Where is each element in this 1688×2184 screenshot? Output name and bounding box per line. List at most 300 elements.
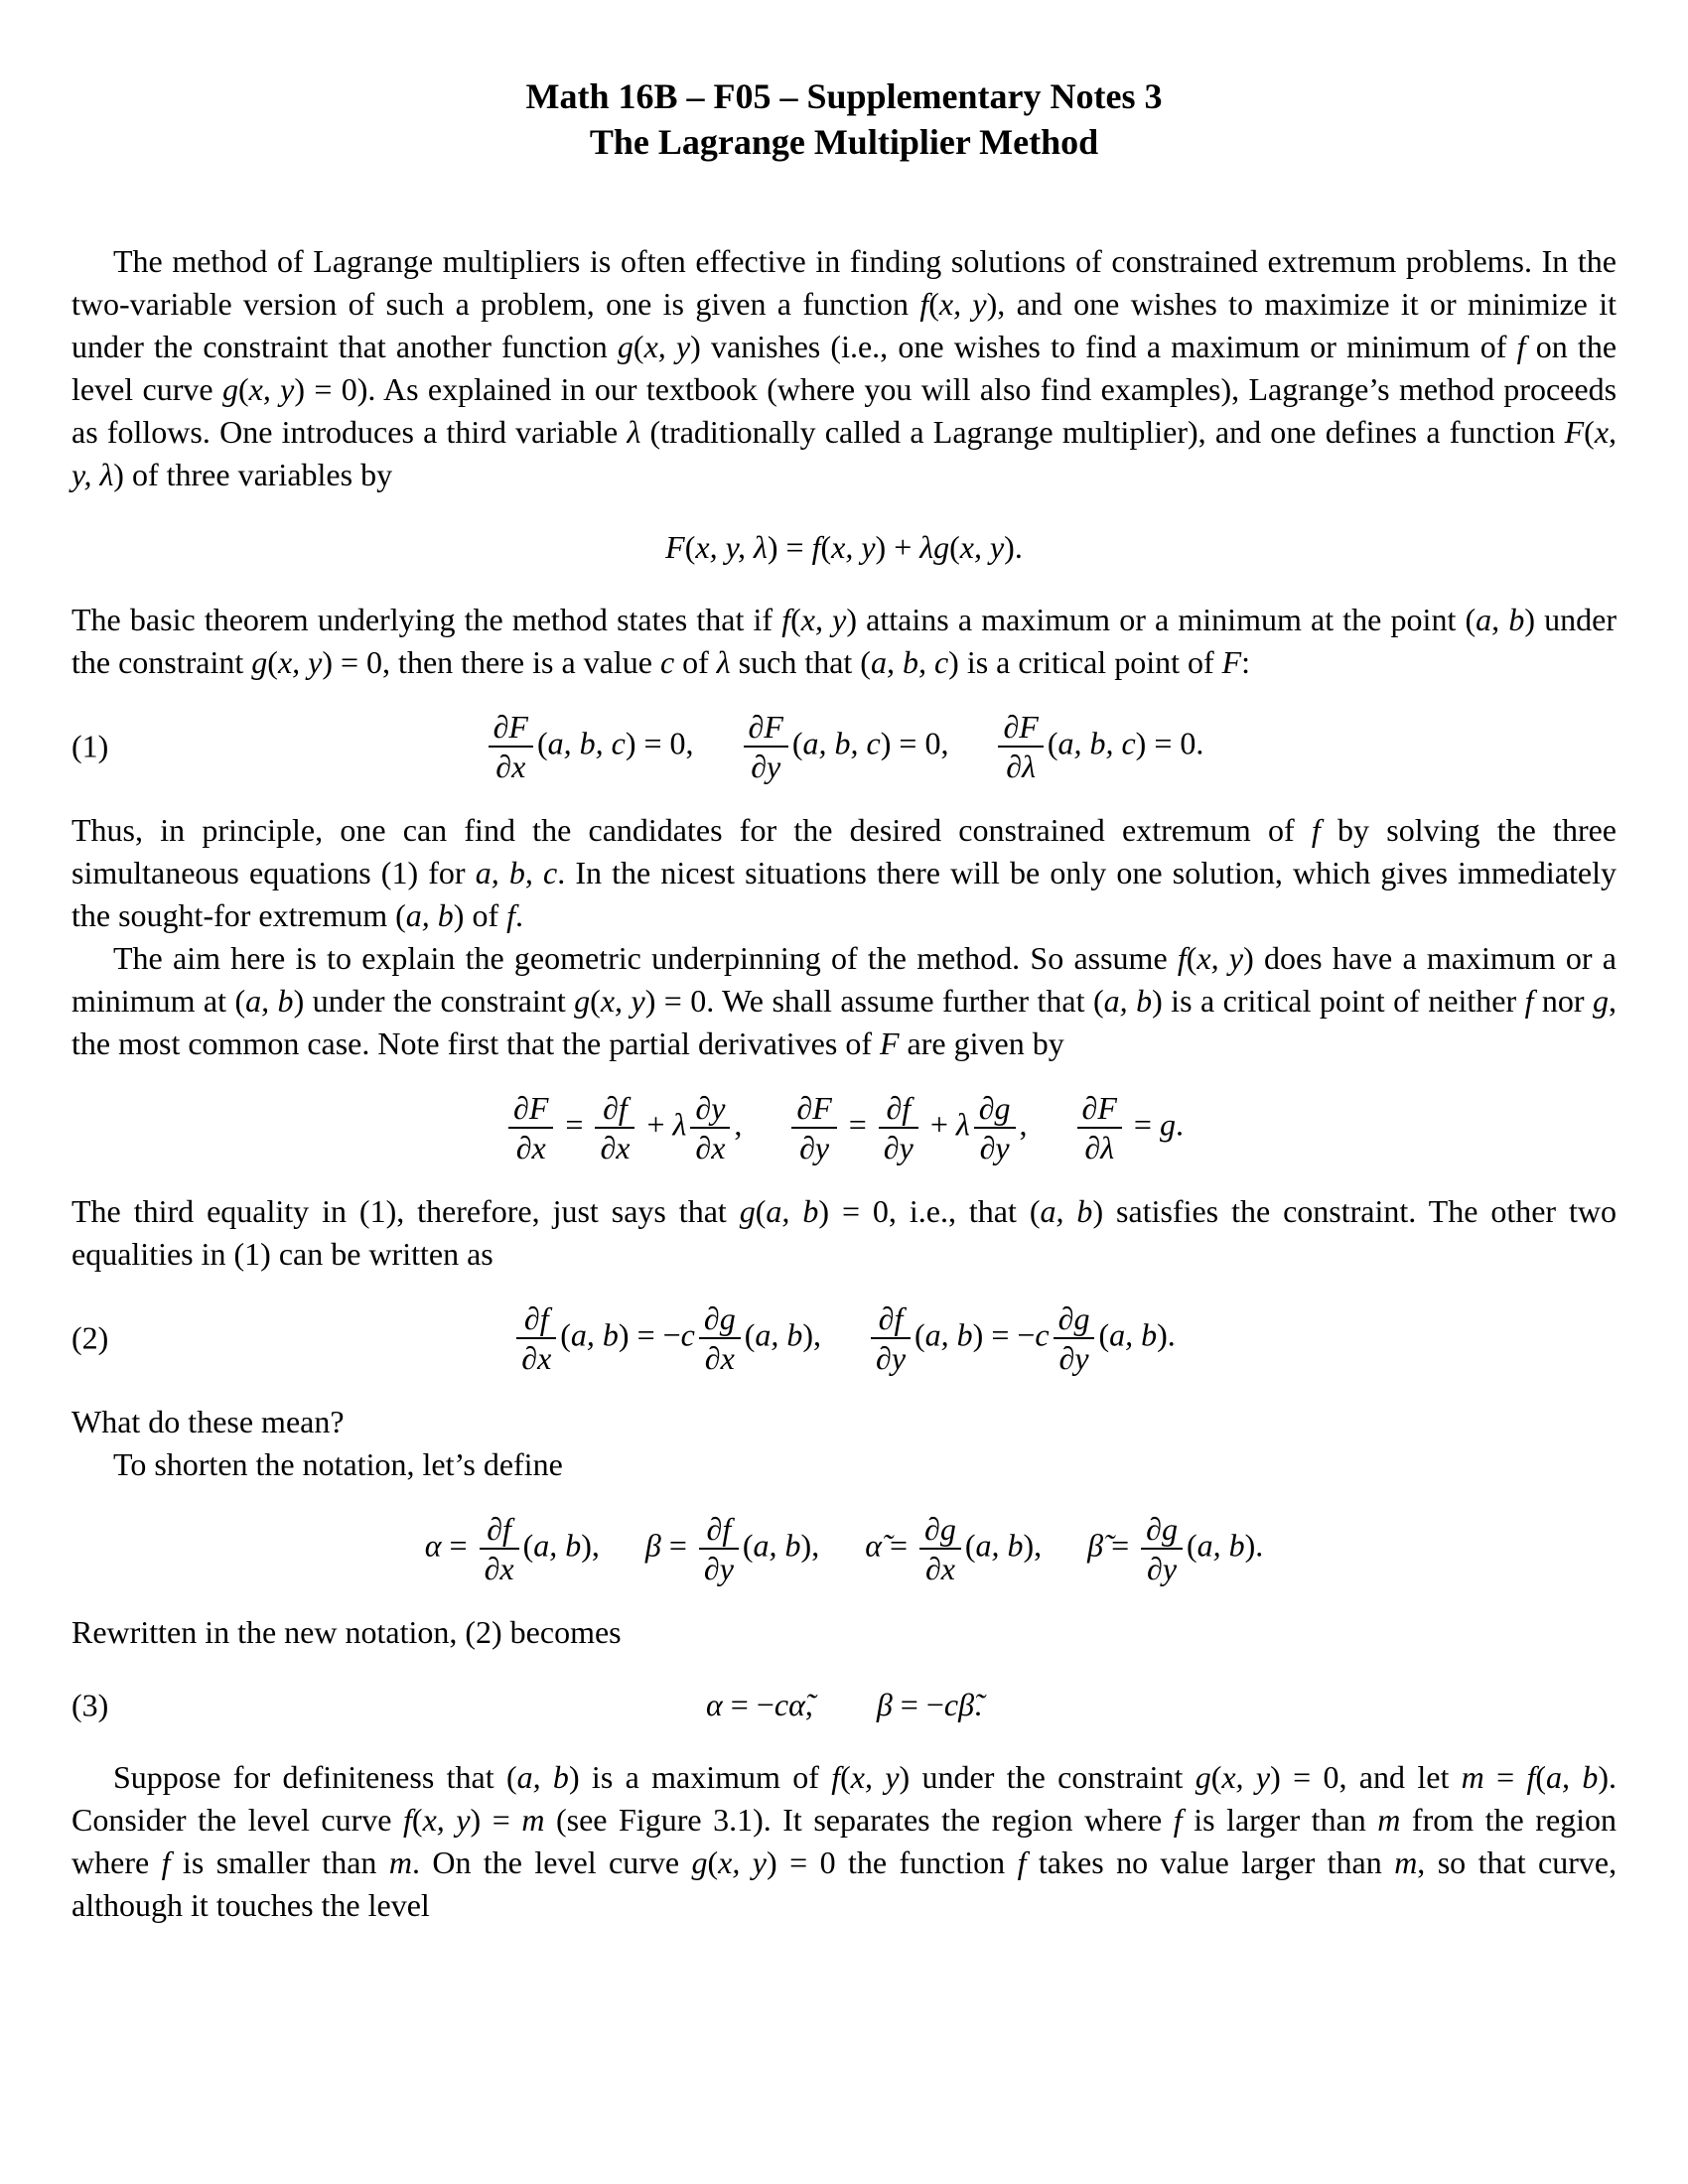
equation-text: [638, 1106, 686, 1142]
fraction-denominator: ∂y: [1054, 1337, 1095, 1377]
title-line-2: The Lagrange Multiplier Method: [589, 122, 1099, 162]
text-run: +: [638, 1106, 673, 1143]
equation-term: [865, 1510, 1042, 1587]
text-run: x, y: [277, 644, 323, 680]
text-run: x, y: [600, 983, 645, 1019]
text-run: g: [251, 644, 268, 680]
text-run: g: [221, 371, 238, 407]
fraction-numerator: ∂g: [978, 1090, 1011, 1126]
text-run: ) attains a maximum or a minimum at the point (: [846, 602, 1477, 637]
text-run: g: [739, 1193, 756, 1229]
text-run: ),: [581, 1527, 600, 1564]
text-run: (see Figure 3.1). It separates the region where: [544, 1802, 1174, 1838]
fraction-denominator: ∂x: [699, 1337, 741, 1377]
paragraph-suppose: [71, 1756, 1617, 1927]
text-run: [813, 1687, 877, 1722]
fraction-denominator: ∂y: [871, 1337, 911, 1377]
text-run: ).: [1004, 529, 1023, 565]
text-run: F: [1564, 414, 1585, 450]
equation-text: [965, 1527, 1042, 1563]
text-run: ) under the constraint: [71, 602, 1618, 680]
text-run: a, b: [533, 1527, 582, 1564]
text-run: a, b: [975, 1527, 1024, 1564]
fraction-numerator: ∂f: [878, 1300, 904, 1336]
text-run: (: [536, 725, 548, 761]
fraction-numerator: ∂f: [706, 1511, 732, 1547]
fraction-denominator: ∂x: [508, 1127, 553, 1166]
text-run: (: [590, 983, 601, 1019]
text-run: f: [781, 602, 791, 637]
text-run: (: [790, 602, 801, 637]
text-run: ,: [734, 1106, 743, 1143]
text-run: x, y, λ: [71, 414, 1618, 492]
text-run: a, b, c: [870, 644, 949, 680]
text-run: (: [840, 1759, 851, 1795]
text-run: . In the nicest situations there will be only one solution, which gives immediately the sought-for extremum (: [71, 855, 1618, 933]
equation-text: [1187, 1527, 1263, 1563]
text-run: ) is a critical point of: [948, 644, 1222, 680]
text-run: Suppose for definiteness that (: [113, 1759, 517, 1795]
text-run: (traditionally called a Lagrange multiplier), and one defines a function: [640, 414, 1565, 450]
text-run: λ: [955, 1106, 970, 1143]
equation-term: [645, 1510, 819, 1587]
text-run: ) of: [453, 897, 507, 933]
equation-2: [71, 1299, 1617, 1377]
text-run: f: [1017, 1844, 1027, 1880]
fraction-numerator: ∂F: [1003, 709, 1039, 745]
text-run: x, y: [850, 1759, 900, 1795]
text-run: f: [403, 1802, 412, 1838]
fraction-denominator: ∂x: [516, 1337, 556, 1377]
equation-text: [425, 1527, 476, 1563]
equation-term: [740, 708, 949, 785]
text-run: m: [1377, 1802, 1401, 1838]
text-run: g: [617, 329, 633, 364]
paragraph-third-equality: [71, 1190, 1617, 1276]
text-run: . On the level curve: [411, 1844, 692, 1880]
text-run: a, b: [245, 983, 294, 1019]
text-run: f: [506, 897, 515, 933]
equation-term: [512, 1299, 821, 1377]
fraction: [480, 1510, 519, 1587]
text-run: , so that curve, although it touches the level: [71, 1844, 1618, 1923]
text-run: =: [441, 1527, 476, 1564]
text-run: =: [557, 1106, 592, 1143]
fraction: [690, 1089, 730, 1166]
text-run: g: [574, 983, 591, 1019]
fraction: [879, 1089, 918, 1166]
fraction-numerator: ∂g: [1057, 1300, 1090, 1336]
equation-number: (1): [71, 728, 109, 764]
text-run: f: [161, 1844, 171, 1880]
text-run: ). Consider the level curve: [71, 1759, 1618, 1838]
text-run: x, y: [248, 371, 295, 407]
paragraph-shorten-notation: [71, 1443, 1617, 1486]
text-run: g: [1195, 1759, 1211, 1795]
text-run: (: [267, 644, 278, 680]
fraction-denominator: ∂y: [699, 1548, 739, 1587]
fraction-denominator: ∂λ: [998, 746, 1043, 785]
text-run: a, b: [1476, 602, 1525, 637]
text-run: =: [1103, 1527, 1138, 1564]
equation-number: (2): [71, 1319, 109, 1356]
text-run: α: [424, 1527, 442, 1564]
text-run: f: [831, 1759, 841, 1795]
fraction: [974, 1089, 1016, 1166]
text-run: F: [879, 1025, 900, 1061]
text-run: =: [882, 1527, 916, 1564]
text-run: c: [680, 1316, 695, 1353]
text-run: ).: [1157, 1316, 1176, 1353]
text-run: ),: [1023, 1527, 1043, 1564]
text-run: are given by: [899, 1025, 1064, 1061]
text-run: =: [1125, 1106, 1160, 1143]
fraction-denominator: ∂x: [919, 1548, 961, 1587]
text-run: a, b, c: [1057, 725, 1136, 761]
text-run: a, b: [766, 1193, 819, 1229]
equation-text: [560, 1316, 695, 1352]
text-run: α̃: [865, 1527, 882, 1564]
equation-text: [914, 1316, 1050, 1352]
text-run: ) does have a maximum or a minimum at (: [71, 940, 1618, 1019]
document-title: [71, 73, 1617, 165]
text-run: m: [1461, 1759, 1484, 1795]
text-run: F: [1221, 644, 1242, 680]
text-run: a, b: [753, 1527, 801, 1564]
fraction: [744, 708, 788, 785]
fraction: [508, 1089, 553, 1166]
text-run: a, b, c: [547, 725, 626, 761]
text-run: (: [237, 371, 249, 407]
equation-text: [792, 725, 949, 760]
equation-text: [841, 1106, 875, 1142]
text-run: ) = 0. We shall assume further that (: [644, 983, 1104, 1019]
text-run: The aim here is to explain the geometric underpinning of the method. So assume: [113, 940, 1178, 976]
text-run: x, y: [643, 329, 691, 364]
text-run: β: [644, 1527, 661, 1564]
text-run: ),: [800, 1527, 820, 1564]
text-run: =: [840, 1106, 875, 1143]
text-run: ) vanishes (i.e., one wishes to find a maximum or minimum of: [690, 329, 1517, 364]
text-run: (: [755, 1193, 767, 1229]
text-run: To shorten the notation, let’s define: [113, 1446, 563, 1482]
fraction-numerator: ∂f: [523, 1300, 549, 1336]
equation-text: [645, 1527, 695, 1563]
text-run: Thus, in principle, one can find the candidates for the desired constrained extremum of: [71, 812, 1312, 848]
text-run: .: [974, 1687, 983, 1722]
text-run: on the level curve: [71, 329, 1618, 407]
text-run: m: [388, 1844, 412, 1880]
text-run: ) under the constraint: [293, 983, 575, 1019]
text-run: m: [1394, 1844, 1418, 1880]
text-run: (: [411, 1802, 423, 1838]
text-run: (: [744, 1316, 756, 1353]
text-run: ) is a maximum of: [568, 1759, 832, 1795]
equation-term: [485, 708, 694, 785]
equation-text: [743, 1527, 819, 1563]
equation-body: [706, 1684, 982, 1726]
text-run: (: [1098, 1316, 1110, 1353]
text-run: x, y: [831, 529, 876, 565]
text-run: f: [1311, 812, 1321, 848]
text-run: (: [1535, 1759, 1547, 1795]
equation-3: [71, 1684, 1617, 1726]
paragraph-intro: [71, 240, 1617, 496]
text-run: is larger than: [1182, 1802, 1378, 1838]
fraction-numerator: ∂F: [748, 709, 783, 745]
fraction-numerator: ∂g: [1146, 1511, 1178, 1547]
fraction-denominator: ∂y: [791, 1127, 836, 1166]
text-run: ) is a critical point of neither: [1152, 983, 1525, 1019]
text-run: is smaller than: [170, 1844, 389, 1880]
fraction-numerator: ∂g: [703, 1300, 736, 1336]
text-run: a, b: [570, 1316, 619, 1353]
text-run: α: [705, 1687, 723, 1722]
text-run: x, y: [938, 286, 987, 322]
equation-text: [734, 1106, 742, 1142]
text-run: f: [1524, 983, 1534, 1019]
text-run: (: [1047, 725, 1058, 761]
fraction: [699, 1510, 739, 1587]
equation-term: [1087, 1510, 1263, 1587]
text-run: The third equality in (1), therefore, just says that: [71, 1193, 740, 1229]
equation-term: [504, 1089, 742, 1166]
text-run: ) = 0, and let: [1270, 1759, 1462, 1795]
equation-term: [787, 1089, 1027, 1166]
text-run: (: [560, 1316, 571, 1353]
text-run: x, y: [959, 529, 1005, 565]
text-run: a, b, c: [475, 855, 558, 890]
fraction-numerator: ∂F: [796, 1090, 832, 1126]
text-run: ) +: [875, 529, 920, 565]
fraction: [699, 1299, 741, 1377]
text-run: (: [1584, 414, 1595, 450]
text-run: ) = 0). As explained in our textbook (where you will also find examples), Lagrange’s method proceeds as follows. One introduces a third variable: [71, 371, 1618, 450]
text-run: ) =: [470, 1802, 522, 1838]
fraction: [1141, 1510, 1183, 1587]
text-run: a, b: [1546, 1759, 1599, 1795]
text-run: ).: [1244, 1527, 1264, 1564]
text-run: ) = 0, i.e., that (: [818, 1193, 1041, 1229]
text-run: ) = 0, then there is a value: [322, 644, 660, 680]
text-run: ),: [802, 1316, 821, 1353]
fraction-numerator: ∂g: [924, 1511, 956, 1547]
equation-term: [1073, 1089, 1184, 1166]
fraction: [489, 708, 533, 785]
text-run: ,: [804, 1687, 813, 1722]
fraction: [516, 1299, 556, 1377]
equation-number: (3): [71, 1687, 109, 1722]
text-run: ) = −: [618, 1316, 681, 1353]
text-run: ) = 0.: [1135, 725, 1204, 761]
text-run: ) of three variables by: [113, 457, 393, 492]
text-run: ) = 0,: [625, 725, 694, 761]
fraction-denominator: ∂y: [744, 746, 788, 785]
text-run: (: [914, 1316, 925, 1353]
text-run: (: [522, 1527, 534, 1564]
text-run: (: [791, 725, 803, 761]
text-run: ) = 0,: [880, 725, 949, 761]
text-run: from the region where: [71, 1802, 1618, 1880]
fraction-denominator: ∂x: [480, 1548, 519, 1587]
text-run: Rewritten in the new notation, (2) becomes: [71, 1614, 622, 1650]
fraction: [871, 1299, 911, 1377]
text-run: a, b: [1196, 1527, 1245, 1564]
paragraph-what-do-these-mean: [71, 1401, 1617, 1443]
text-run: g: [691, 1844, 708, 1880]
text-run: (: [928, 286, 939, 322]
text-run: (: [964, 1527, 976, 1564]
equation-text: [865, 1527, 915, 1563]
text-run: =: [660, 1527, 695, 1564]
equation-text: [537, 725, 694, 760]
fraction-numerator: ∂F: [1081, 1090, 1117, 1126]
text-run: The method of Lagrange multipliers is often effective in finding solutions of constrained extremum problems. In the two-variable version of such a problem, one is given a function: [71, 243, 1617, 322]
fraction-denominator: ∂y: [974, 1127, 1016, 1166]
fraction-denominator: ∂x: [489, 746, 533, 785]
text-run: =: [1483, 1759, 1527, 1795]
equation-text: [922, 1106, 970, 1142]
text-run: .: [1175, 1106, 1184, 1143]
text-run: f: [1177, 940, 1187, 976]
paragraph-rewritten: [71, 1611, 1617, 1654]
equation-text: [557, 1106, 591, 1142]
fraction-denominator: ∂x: [690, 1127, 730, 1166]
equation-term: [425, 1510, 600, 1587]
text-run: f: [1516, 329, 1526, 364]
text-run: (: [1186, 1527, 1197, 1564]
text-run: ) = −: [972, 1316, 1036, 1353]
text-run: x, y, λ: [695, 529, 768, 565]
text-run: c: [659, 644, 675, 680]
equation-text: [1126, 1106, 1184, 1142]
equation-term: [867, 1299, 1176, 1377]
text-run: nor: [1533, 983, 1594, 1019]
text-run: a, b: [1109, 1316, 1158, 1353]
text-run: (: [820, 529, 832, 565]
fraction-numerator: ∂F: [513, 1090, 549, 1126]
text-run: a, b: [516, 1759, 569, 1795]
text-run: ) satisfies the constraint. The other two equalities in (1) can be written as: [71, 1193, 1618, 1272]
equation-text: [745, 1316, 821, 1352]
text-run: ,: [1019, 1106, 1028, 1143]
text-run: takes no value larger than: [1026, 1844, 1395, 1880]
text-run: a, b: [755, 1316, 803, 1353]
text-run: cβ̃: [943, 1687, 975, 1722]
text-run: by solving the three simultaneous equations (1) for: [71, 812, 1618, 890]
text-run: β: [876, 1687, 893, 1722]
text-run: x, y: [800, 602, 847, 637]
text-run: = −: [722, 1687, 774, 1722]
text-run: .: [515, 897, 523, 933]
paragraph-aim: [71, 937, 1617, 1065]
fraction-denominator: ∂y: [1141, 1548, 1183, 1587]
text-run: m: [521, 1802, 545, 1838]
equation-text: [523, 1527, 600, 1563]
text-run: a, b: [1103, 983, 1153, 1019]
text-run: ) under the constraint: [899, 1759, 1196, 1795]
fraction: [1054, 1299, 1095, 1377]
fraction-numerator: ∂f: [886, 1090, 912, 1126]
text-run: λg: [919, 529, 950, 565]
text-run: f: [1173, 1802, 1183, 1838]
fraction: [1077, 1089, 1122, 1166]
text-run: (: [633, 329, 644, 364]
text-run: a, b: [924, 1316, 973, 1353]
title-line-1: Math 16B – F05 – Supplementary Notes 3: [525, 76, 1163, 116]
text-run: β̃: [1087, 1527, 1104, 1564]
text-run: f: [1526, 1759, 1536, 1795]
text-run: , the most common case. Note first that the partial derivatives of: [71, 983, 1618, 1061]
equation-text: [1087, 1527, 1137, 1563]
equation-definitions: [71, 1510, 1617, 1587]
fraction-numerator: ∂f: [603, 1090, 628, 1126]
text-run: x, y: [718, 1844, 768, 1880]
text-run: What do these mean?: [71, 1404, 345, 1439]
text-run: (: [1186, 940, 1197, 976]
fraction-denominator: ∂y: [879, 1127, 918, 1166]
fraction-numerator: ∂f: [487, 1511, 511, 1547]
text-run: x, y: [422, 1802, 471, 1838]
paragraph-thus-in-principle: [71, 809, 1617, 937]
paragraph-basic-theorem: [71, 599, 1617, 684]
text-run: ) = 0 the function: [767, 1844, 1018, 1880]
fraction-denominator: ∂x: [595, 1127, 634, 1166]
text-run: ) =: [767, 529, 812, 565]
text-run: (: [949, 529, 960, 565]
text-run: a, b, c: [802, 725, 881, 761]
text-run: +: [921, 1106, 956, 1143]
text-run: The basic theorem underlying the method states that if: [71, 602, 782, 637]
equation-definition-F: [71, 526, 1617, 569]
text-run: = −: [892, 1687, 944, 1722]
fraction: [919, 1510, 961, 1587]
text-run: a, b: [1040, 1193, 1093, 1229]
equation-1: [71, 708, 1617, 785]
text-run: (: [707, 1844, 719, 1880]
fraction: [595, 1089, 634, 1166]
equation-term: [994, 708, 1203, 785]
text-run: (: [742, 1527, 754, 1564]
text-run: (: [684, 529, 696, 565]
fraction-numerator: ∂y: [695, 1090, 726, 1126]
text-run: f: [919, 286, 929, 322]
equation-text: [1048, 725, 1204, 760]
text-run: λ: [716, 644, 731, 680]
text-run: ), and one wishes to maximize it or minimize it under the constraint that another function: [71, 286, 1618, 364]
text-run: g: [1159, 1106, 1176, 1143]
text-run: x, y: [1221, 1759, 1271, 1795]
text-run: F: [665, 529, 685, 565]
text-run: such that (: [730, 644, 871, 680]
text-run: :: [1241, 644, 1251, 680]
text-run: x, y: [1196, 940, 1244, 976]
text-run: λ: [627, 414, 641, 450]
fraction: [791, 1089, 836, 1166]
text-run: g: [1593, 983, 1610, 1019]
text-run: λ: [672, 1106, 687, 1143]
text-run: cα̃: [774, 1687, 805, 1722]
text-run: f: [811, 529, 821, 565]
fraction-denominator: ∂λ: [1077, 1127, 1122, 1166]
text-run: (: [1210, 1759, 1222, 1795]
text-run: of: [674, 644, 717, 680]
equation-body: [665, 526, 1023, 569]
text-run: a, b: [405, 897, 454, 933]
equation-text: [1098, 1316, 1175, 1352]
text-run: c: [1035, 1316, 1050, 1353]
fraction-numerator: ∂F: [492, 709, 528, 745]
